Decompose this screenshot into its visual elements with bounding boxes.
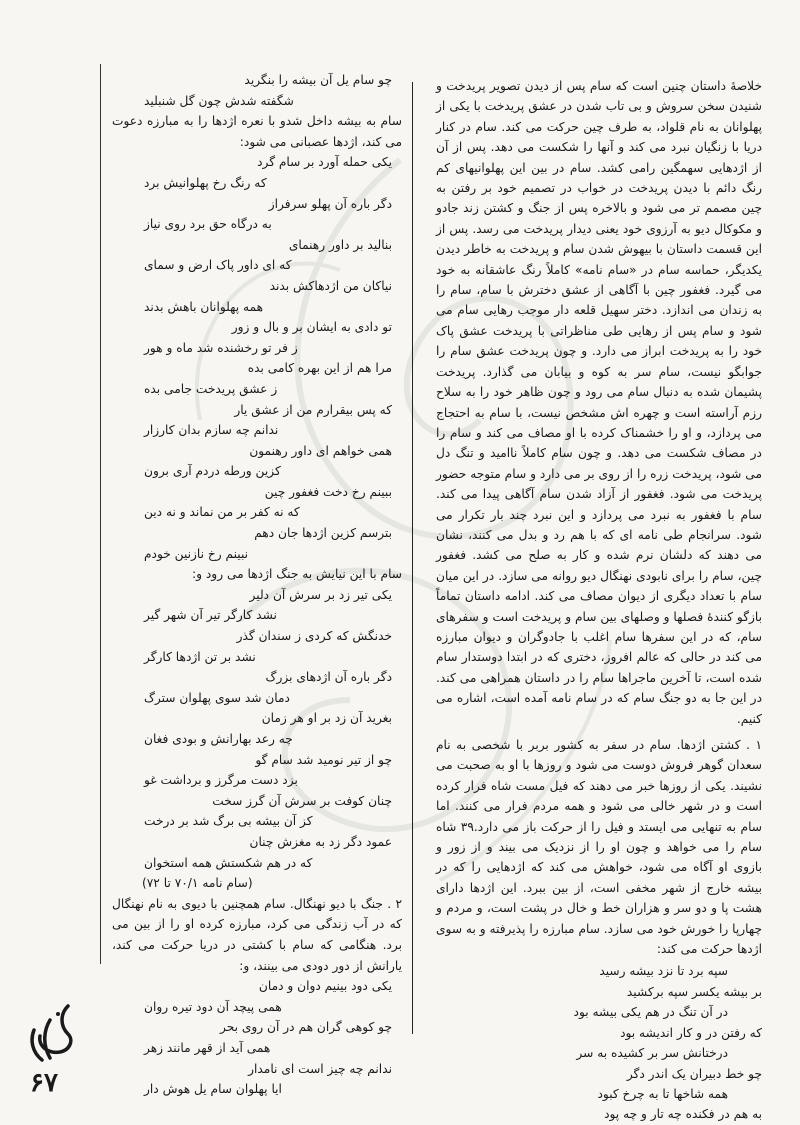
verse-hemistich: همه شاخها تا به چرخ کبود bbox=[597, 1086, 728, 1101]
left-column bbox=[112, 70, 402, 1100]
verse-hemistich: درختانش سر بر کشیده به سر bbox=[576, 1046, 728, 1061]
verse-hemistich: چه رعد بهارانش و بودی فغان bbox=[144, 732, 293, 746]
verse-hemistich: که نه کفر بر من نماند و نه دین bbox=[144, 505, 300, 520]
poem-prayer bbox=[112, 152, 402, 564]
paragraph-dragon-slaying: ۱ . کشتن اژدها. سام در سفر به کشور بربر با شخصی به نام سعدان گوهر فروش دوست می شود و روزها با او به صحبت می نشیند. یکی از روزها خبر می دهند که فیل مست شاه فرار کرده است و در شهر خالی می شود و همه مردم فرار می کنند. اما سام به تنهایی می ایستد و فیل را از حرکت باز می دارد.۳۹ شاه سام را می خواهد و چون او را از نزدیک می بیند و از زور و بازوی او آگاه می شود، خواهش می کند که اژدهایی را که در بیشه خارج از شهر مخفی است، از بین ببرد. این اژدها دارای هشت پا و دو سر و هزاران خط و خال در پشت است، و مردم و چهارپا را خورش خود می سازد. سام مبارزه را پذیرفته و به سوی اژدها حرکت می کند: bbox=[436, 738, 763, 957]
verse-hemistich: عمود دگر زد به مغزش چنان bbox=[249, 834, 392, 849]
verse-hemistich: چو از تیر نومید شد سام گو bbox=[255, 752, 392, 767]
poem-smoke bbox=[112, 976, 402, 1100]
poem-battle bbox=[112, 585, 402, 873]
verse-hemistich: همی خواهم ای داور رهنمون bbox=[249, 443, 392, 458]
verse-hemistich: همی آید از قهر مانند زهر bbox=[144, 1040, 271, 1055]
page-number: ۶۷ bbox=[30, 1068, 58, 1098]
prose-nahangal-demon: ۲ . جنگ با دیو نهنگال. سام همچنین با دیوی به نام نهنگال که در آب زندگی می کرد، مبارزه کرده او را از بین می برد. هنگامی که سام با کشتی در دریا حرکت می کند، یارانش از دور دودی می بینند، و: bbox=[112, 896, 402, 973]
column-divider bbox=[412, 82, 413, 1034]
verse-hemistich: بزد دست مرگرز و برداشت غو bbox=[144, 773, 298, 788]
verse-hemistich: که پس بیقرارم من از عشق یار bbox=[234, 402, 392, 417]
verse-hemistich: ایا پهلوان سام یل هوش دار bbox=[144, 1082, 282, 1097]
verse-hemistich: که ای داور پاک ارض و سمای bbox=[144, 258, 292, 273]
verse-hemistich: کزین ورطه دردم آری برون bbox=[144, 464, 281, 479]
poem-opening bbox=[112, 70, 402, 111]
verse-hemistich: ز عشق پریدخت جامی بده bbox=[144, 381, 278, 396]
verse-hemistich: همه پهلوانان باهش بدند bbox=[144, 299, 264, 314]
verse-hemistich: یکی حمله آورد بر سام گرد bbox=[257, 155, 392, 170]
poem-forest bbox=[436, 961, 762, 1124]
verse-hemistich: مرا هم از این بهره کامی بده bbox=[247, 361, 392, 376]
verse-hemistich: بر بیشه یکسر سپه برکشید bbox=[626, 984, 762, 999]
verse-hemistich: نشد بر تن اژدها کارگر bbox=[144, 649, 256, 664]
verse-hemistich: کز آن بیشه بی برگ شد بر درخت bbox=[144, 814, 313, 829]
verse-hemistich: ببینم رخ دخت فغفور چین bbox=[264, 484, 392, 499]
verse-hemistich: ندانم چه چیز است ای نامدار bbox=[248, 1061, 392, 1076]
kerman-calligraphy-logo bbox=[20, 1000, 80, 1070]
verse-hemistich: چو سام یل آن بیشه را بنگرید bbox=[244, 73, 392, 87]
prose-battle-start: سام با این نیایش به جنگ اژدها می رود و: bbox=[192, 567, 402, 582]
verse-hemistich: شگفته شدش چون گل شنبلید bbox=[144, 93, 294, 108]
verse-hemistich: نیاکان من اژدهاکش بدند bbox=[269, 278, 392, 293]
verse-hemistich: یکی تیر زد بر سرش آن دلیر bbox=[249, 587, 392, 602]
verse-hemistich: دگر باره آن اژدهای بزرگ bbox=[265, 670, 392, 685]
verse-hemistich: به درگاه حق برد روی نیاز bbox=[144, 217, 272, 232]
verse-hemistich: به هم در فکنده چه تار و چه پود bbox=[604, 1107, 762, 1122]
verse-hemistich: در آن تنگ در هم یکی بیشه بود bbox=[573, 1005, 728, 1020]
verse-hemistich: چو خط دبیران یک اندر دگر bbox=[626, 1066, 762, 1081]
verse-hemistich: نبینم رخ نازنین خودم bbox=[144, 546, 249, 561]
verse-hemistich: که در هم شکستش همه استخوان bbox=[144, 855, 313, 870]
verse-hemistich: بغرید آن زد بر او هر زمان bbox=[261, 711, 392, 726]
verse-hemistich: تو دادی به ایشان بر و بال و زور bbox=[231, 320, 392, 335]
paragraph-summary: خلاصهٔ داستان چنین است که سام پس از دیدن تصویر پریدخت و شنیدن سخن سروش و بی تاب شدن در عشق پریدخت با یکی از پهلوانان به نام قلواد، به طرف چین حرکت می کند. سام در کنار دریا با زنگیان نبرد می کند و آنها را شکست می دهد. پس از آن از اژدهایی سهمگین رامی کشد. سام در بین این پهلوانیهای کم رنگ دائم با دیدن پریدخت در خواب در تصمیم خود بر رفتن به چین مصمم تر می شود و بالاخره پس از جنگ و کشتن زند جادو و مکوکال دیو به آرزوی خود یعنی دیدار پریدخت می رسد. پس از این قسمت داستان با بیهوش شدن سام و پریدخت به خاطر دیدن یکدیگر، حماسه سام در «سام نامه» کاملاً رنگ عاشقانه به خود می گیرد. فغفور چین با آگاهی از عشق دخترش با سام، سام را به زندان می اندازد. دختر سهیل قلعه دار موجب رهایی سام می شود و سام پس از رهایی طی مناظراتی با پریدخت عشق پاک خود را به پریدخت ابراز می دارد. و چون پریدخت عشق سام را جوابگو نیست، سام سر به کوه و بیابان می گذارد. پریدخت پشیمان شده به دنبال سام می رود و چون ظاهر خود را به سلاح رزم آراسته است و چهره اش مشخص نیست، با سام به احتجاج می پردازد، و او را خشمناک کرده با او مصاف می کند و سام را در مصاف شکست می دهد. و چون سام کاملاً ناامید و تنگ دل می شود، پریدخت زره را از روی بر می دارد و سام متوجه حضور پریدخت می شود. فغفور از آزاد شدن سام آگاهی پیدا می کند. سام با فغفور به نبرد می پردازد و این نبرد چند بار تکرار می شود. سرانجام طی نامه ای که با هم رد و بدل می کنند، نشان می دهند که دلشان نرم شده و کار به صلح می کشد. فغفور چین، سام را برای نابودی نهنگال دیو روانه می سازد. در این میان سام با تعداد دیگری از دیوان مصاف می کند. ادامه داستان تماماً بازگو کنندهٔ فصلها و وصلهای بین سام و پریدخت است و سفرهای سام، که در این سفرها سام اغلب با جادوگران و دیوان مبارزه می کند در حالی که عالم افروز، دختری که در ابتدا دوستدار سام شده است، تا آخرین ماجراها سام را در داستان همراهی می کند. در این جا به دو جنگ سام که در سام نامه آمده است، اشاره می کنیم. bbox=[436, 79, 762, 726]
verse-hemistich: ندانم چه سازم بدان کارزار bbox=[144, 423, 279, 438]
verse-hemistich: چنان کوفت بر سرش آن گرز سخت bbox=[212, 793, 392, 808]
verse-hemistich: دمان شد سوی پهلوان سترگ bbox=[144, 690, 290, 705]
citation-reference: (سام نامه ۷۰/۱ تا ۷۲) bbox=[142, 876, 253, 891]
verse-hemistich: ز فر تو رخشنده شد ماه و هور bbox=[144, 340, 298, 355]
verse-hemistich: خدنگش که کردی ز سندان گذر bbox=[236, 629, 392, 644]
prose-dragon-challenge: سام به بیشه داخل شدو با نعره اژدها را به مبارزه دعوت می کند، اژدها عصبانی می شود: bbox=[112, 114, 402, 149]
verse-hemistich: بنالید بر داور رهنمای bbox=[288, 237, 392, 252]
margin-rule bbox=[100, 64, 101, 964]
verse-hemistich: چو کوهی گران هم در آن روی بحر bbox=[220, 1020, 392, 1035]
verse-hemistich: بترسم کزین اژدها جان دهم bbox=[254, 526, 392, 541]
verse-hemistich: نشد کارگر تیر آن شهر گیر bbox=[144, 608, 277, 623]
verse-hemistich: سپه برد تا نزد بیشه رسید bbox=[599, 964, 728, 979]
verse-hemistich: دگر باره آن پهلو سرفراز bbox=[268, 196, 392, 211]
verse-hemistich: که رفتن در و کار اندیشه بود bbox=[620, 1025, 762, 1040]
verse-hemistich: که رنگ رخ پهلوانیش برد bbox=[144, 175, 267, 190]
right-column bbox=[436, 76, 762, 1125]
verse-hemistich: یکی دود بینیم دوان و دمان bbox=[258, 979, 392, 994]
verse-hemistich: همی پیچد آن دود تیره روان bbox=[144, 999, 282, 1014]
